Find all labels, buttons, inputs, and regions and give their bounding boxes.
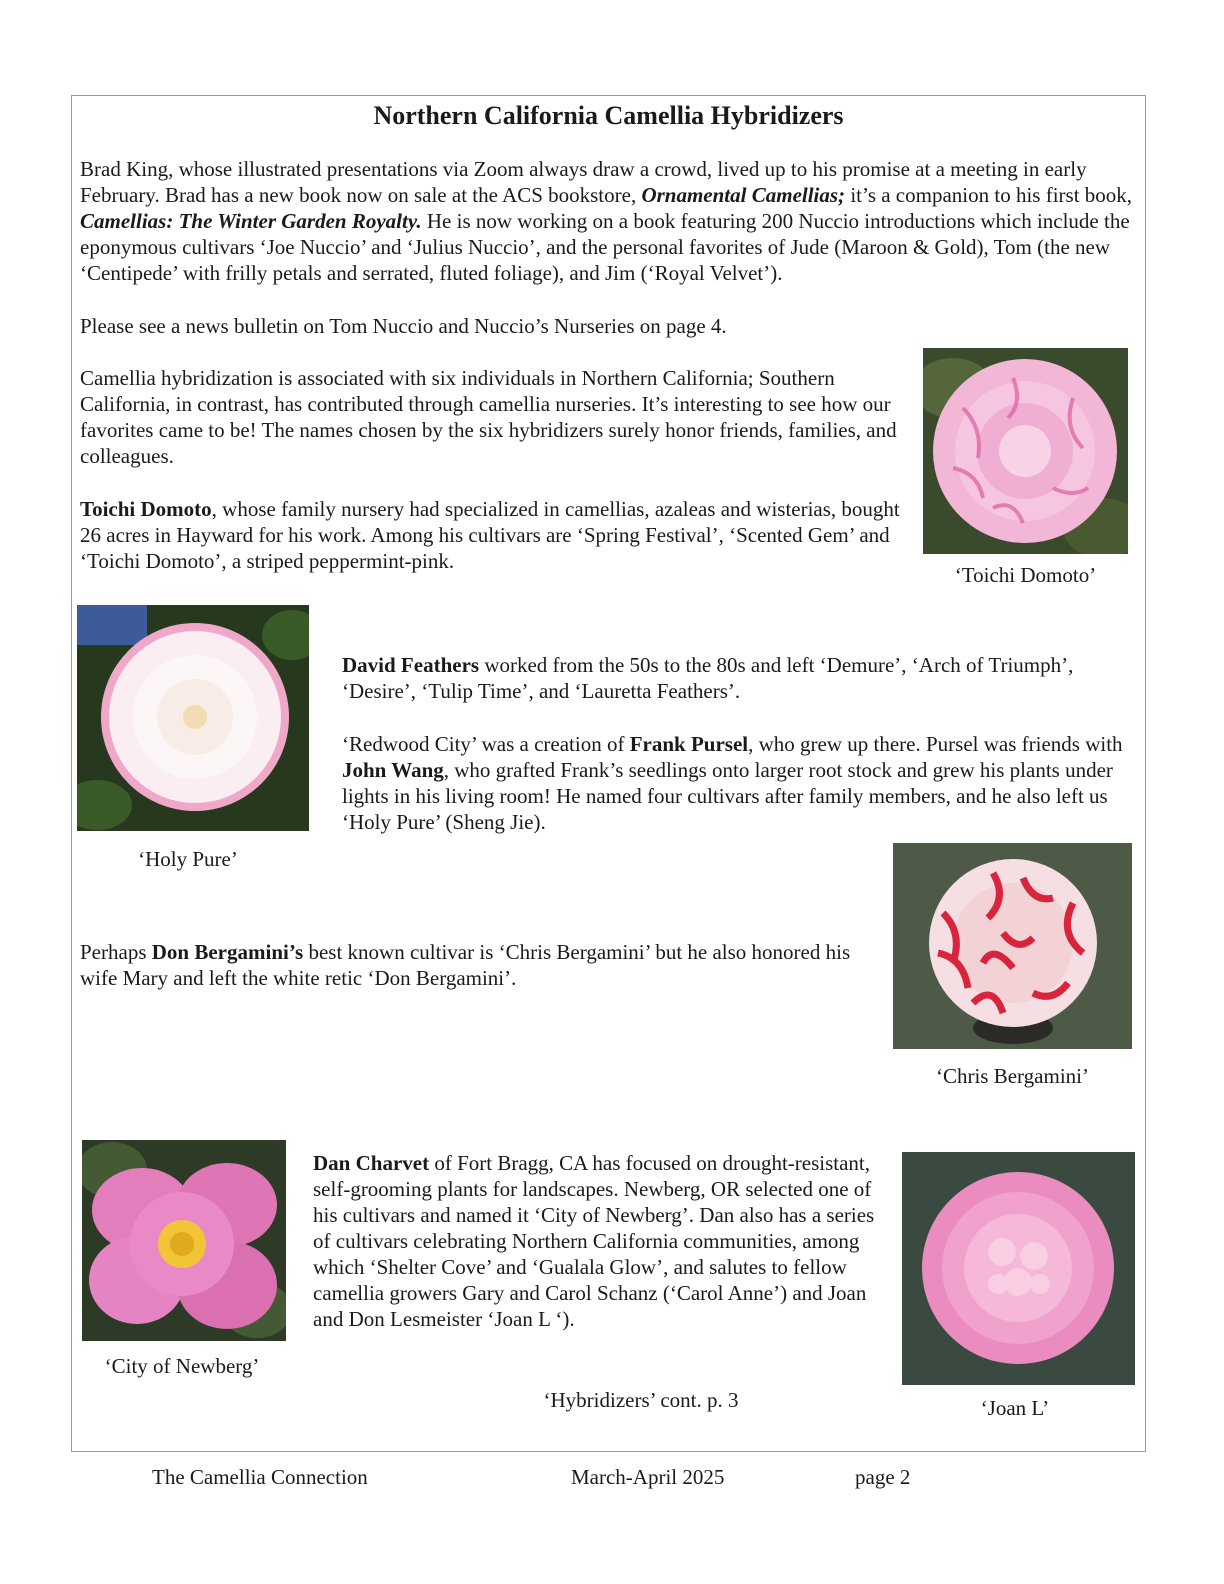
city-of-newberg-photo bbox=[82, 1140, 286, 1341]
charvet-paragraph: Dan Charvet of Fort Bragg, CA has focused on drought-resistant, self-grooming plants for landscapes. Newberg, OR selected one of his cultivars and named it ‘City of Newberg’. Dan also has a series of cultivars celebrating Northern California communities, among which ‘Shelter Cove’ and ‘Gualala Glow’, and salutes to fellow camellia growers Gary and Carol Schanz (‘Carol Anne’) and Joan and Don Lesmeister ‘Joan L ‘). bbox=[313, 1151, 875, 1331]
book-title-ornamental: Ornamental Camellias; bbox=[641, 183, 846, 207]
hybridizer-name-domoto: Toichi Domoto bbox=[80, 497, 212, 521]
city-of-newberg-caption: ‘City of Newberg’ bbox=[104, 1354, 260, 1378]
hybridizer-name-bergamini: Don Bergamini’s bbox=[151, 940, 304, 964]
hybridizer-name-charvet: Dan Charvet bbox=[313, 1151, 430, 1175]
joan-l-photo bbox=[902, 1152, 1135, 1385]
book-title-winter-garden: Camellias: The Winter Garden Royalty. bbox=[80, 209, 422, 233]
holy-pure-caption: ‘Holy Pure’ bbox=[138, 847, 238, 871]
joan-l-caption: ‘Joan L’ bbox=[980, 1396, 1050, 1420]
footer-page-number: page 2 bbox=[855, 1465, 911, 1489]
footer-date: March-April 2025 bbox=[571, 1465, 725, 1489]
continued-note: ‘Hybridizers’ cont. p. 3 bbox=[543, 1388, 739, 1412]
chris-bergamini-photo bbox=[893, 843, 1132, 1049]
pursel-paragraph: ‘Redwood City’ was a creation of Frank Pursel, who grew up there. Pursel was friends with John Wang, who grafted Frank’s seedlings onto larger root stock and grew his plants under lights in his living room! He named four cultivars after family members, and he also left us ‘Holy Pure’ (Sheng Jie). bbox=[342, 732, 1123, 834]
feathers-paragraph: David Feathers worked from the 50s to the 80s and left ‘Demure’, ‘Arch of Triumph’, ‘Desire’, ‘Tulip Time’, and ‘Lauretta Feathers’. bbox=[342, 653, 1074, 703]
intro-paragraph: Brad King, whose illustrated presentations via Zoom always draw a crowd, lived up to his promise at a meeting in early February. Brad has a new book now on sale at the ACS bookstore, Ornamental Camellias; it’s a companion to his first book, Camellias: The Winter Garden Royalty. He is now working on a book featuring 200 Nuccio introductions which include the eponymous cultivars ‘Joe Nuccio’ and ‘Julius Nuccio’, and the personal favorites of Jude (Maroon & Gold), Tom (the new ‘Centipede’ with frilly petals and serrated, fluted foliage), and Jim (‘Royal Velvet’). bbox=[80, 157, 1133, 285]
domoto-paragraph: Toichi Domoto, whose family nursery had specialized in camellias, azaleas and wisterias, bought 26 acres in Hayward for his work. Among his cultivars are ‘Spring Festival’, ‘Scented Gem’ and ‘Toichi Domoto’, a striped peppermint-pink. bbox=[80, 497, 900, 573]
footer-publication: The Camellia Connection bbox=[152, 1465, 368, 1489]
hybridizer-name-pursel: Frank Pursel bbox=[629, 732, 749, 756]
news-bulletin-paragraph: Please see a news bulletin on Tom Nuccio and Nuccio’s Nurseries on page 4. bbox=[80, 314, 727, 338]
chris-bergamini-caption: ‘Chris Bergamini’ bbox=[935, 1064, 1089, 1088]
holy-pure-photo bbox=[77, 605, 309, 831]
toichi-domoto-caption: ‘Toichi Domoto’ bbox=[954, 563, 1097, 587]
hybridizer-name-feathers: David Feathers bbox=[342, 653, 480, 677]
hybridization-paragraph: Camellia hybridization is associated with six individuals in Northern California; Southern California, in contrast, has contributed through camellia nurseries. It’s interesting to see how our favorites came to be! The names chosen by the six hybridizers surely honor friends, families, and colleagues. bbox=[80, 366, 897, 468]
hybridizer-name-wang: John Wang bbox=[342, 758, 444, 782]
bergamini-paragraph: Perhaps Don Bergamini’s best known cultivar is ‘Chris Bergamini’ but he also honored his wife Mary and left the white retic ‘Don Bergamini’. bbox=[80, 940, 851, 990]
toichi-domoto-photo bbox=[923, 348, 1128, 554]
article-title: Northern California Camellia Hybridizers bbox=[373, 101, 844, 130]
